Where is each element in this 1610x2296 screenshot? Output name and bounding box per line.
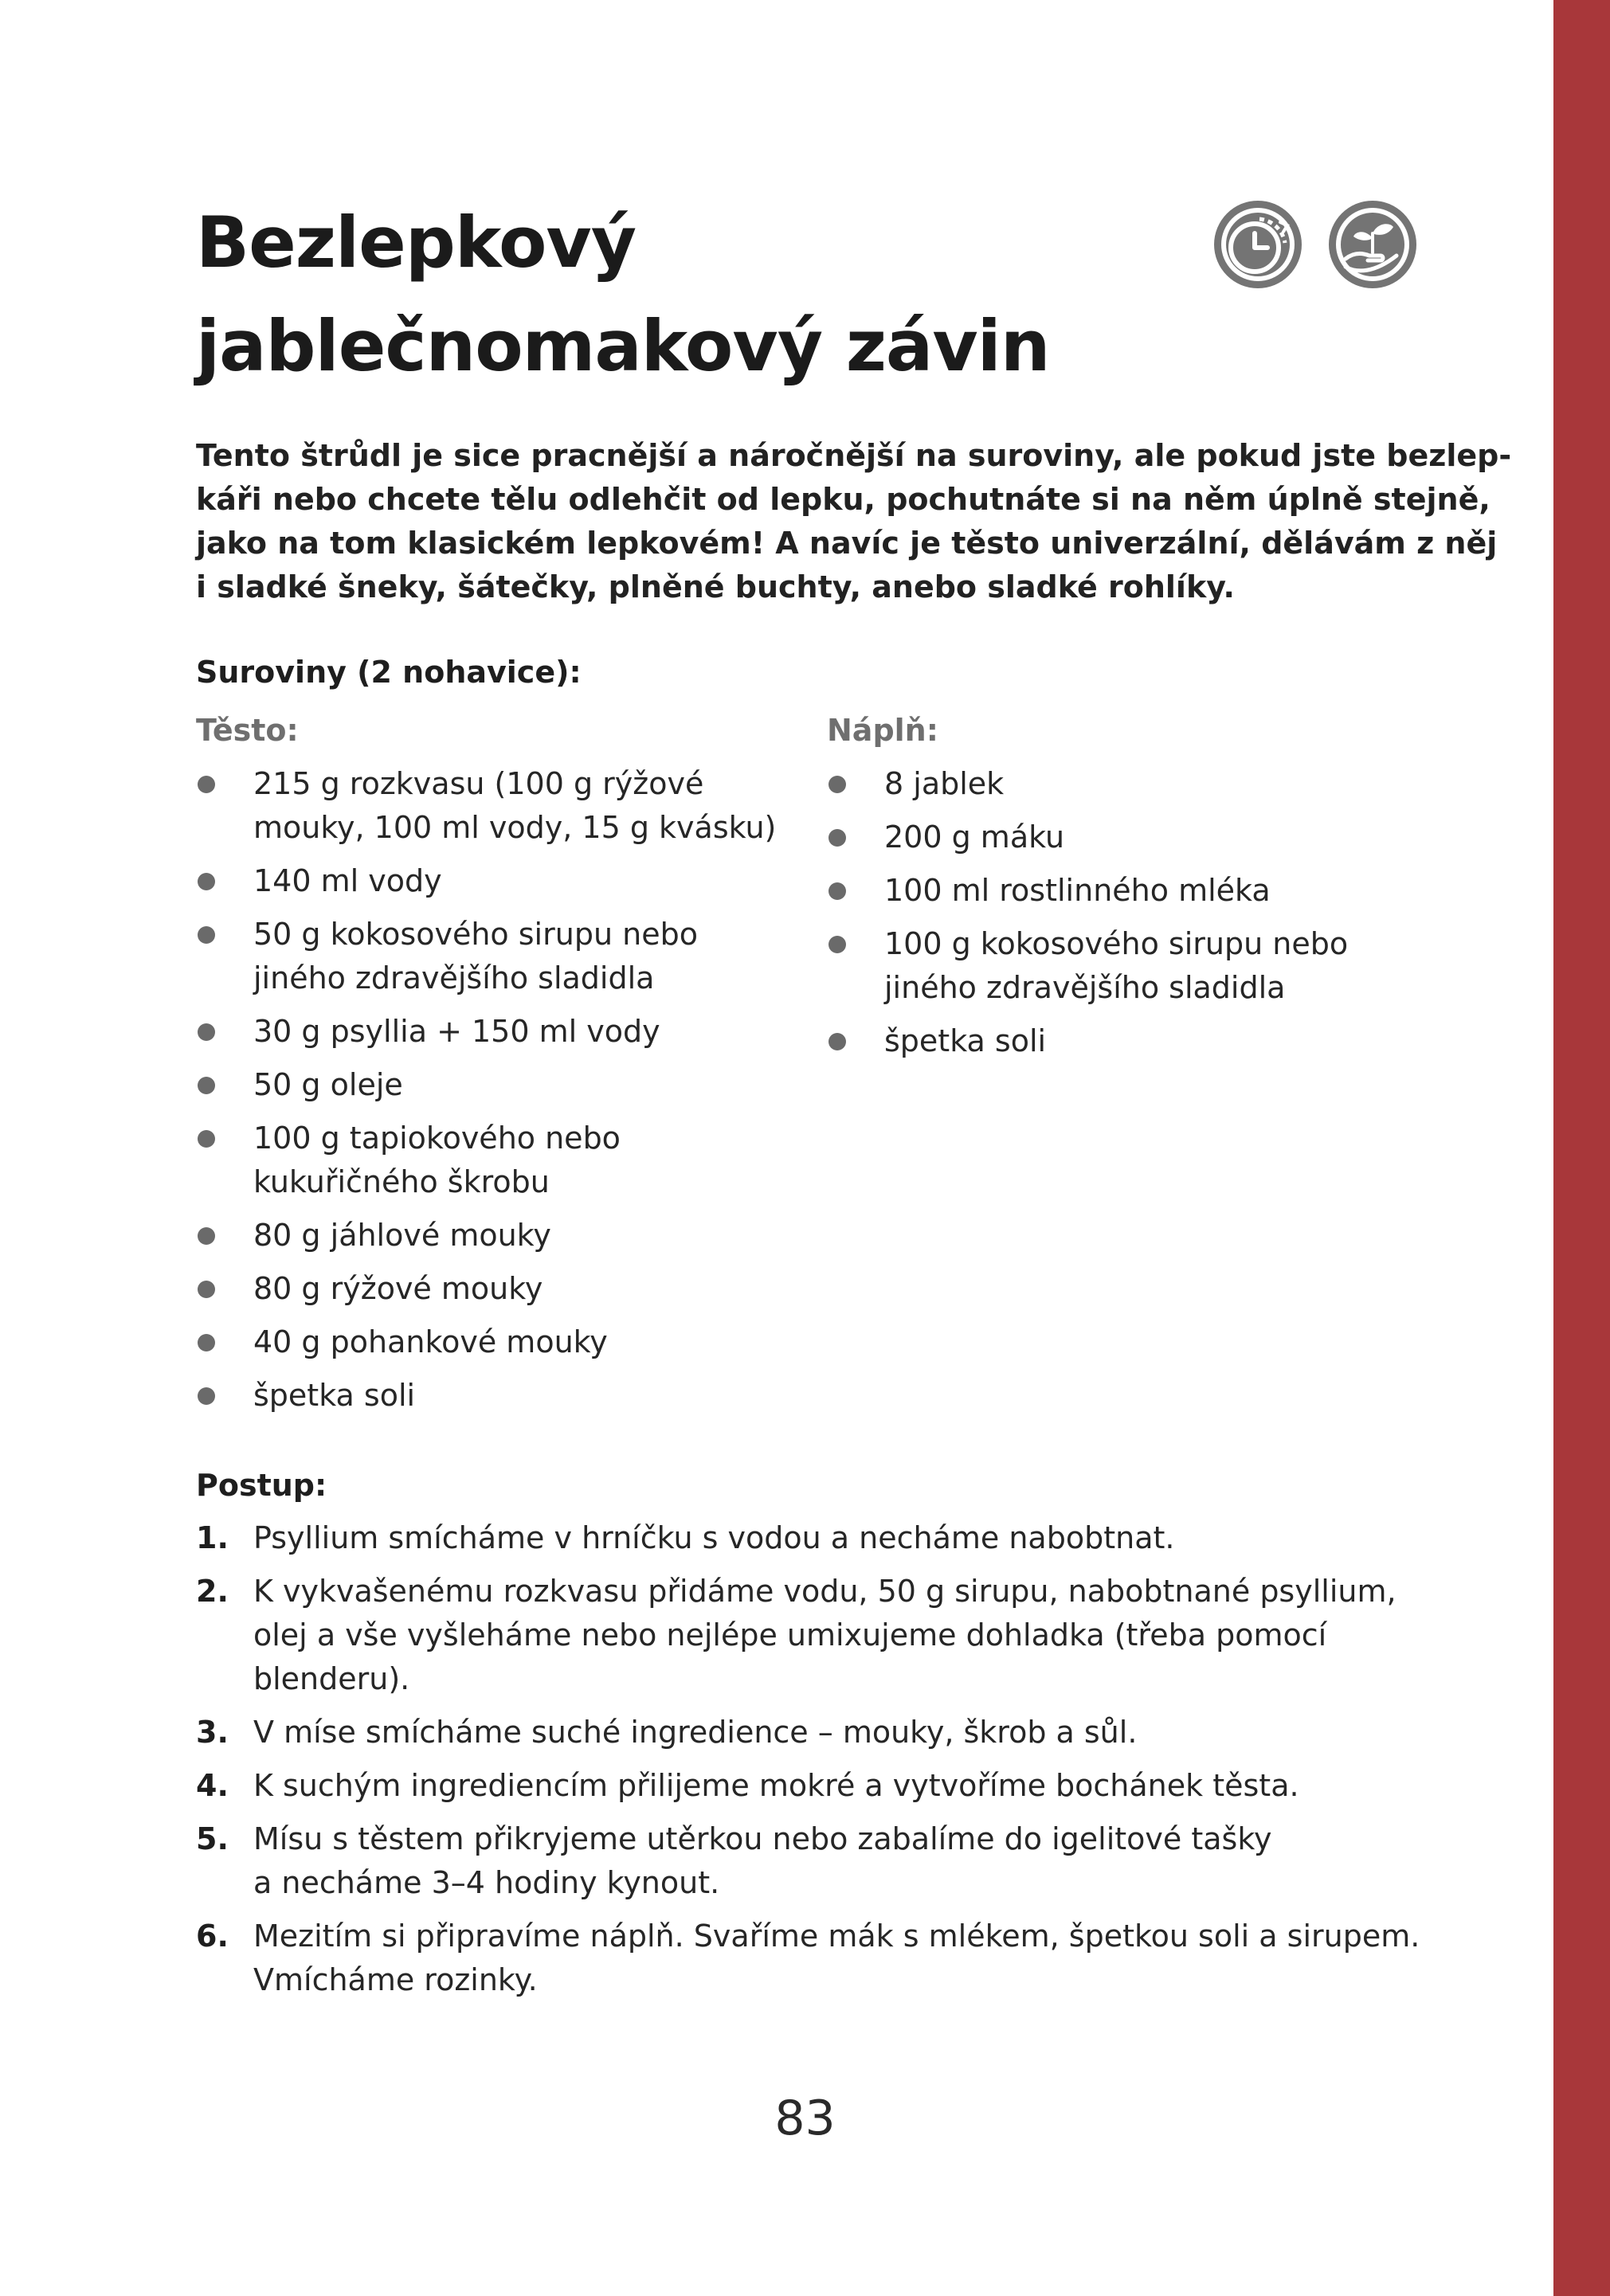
recipe-badges bbox=[1210, 197, 1420, 292]
step-text: Mísu s těstem přikryjeme utěrkou nebo zabalíme do igelitové tašky bbox=[253, 1821, 1272, 1856]
ingredient-text: kukuřičného škrobu bbox=[253, 1164, 550, 1199]
step-item bbox=[196, 1711, 1502, 1754]
ingredient-text: 50 g oleje bbox=[253, 1067, 403, 1102]
step-text: Psyllium smícháme v hrníčku s vodou a necháme nabobtnat. bbox=[253, 1520, 1175, 1555]
dough-heading: Těsto: bbox=[196, 713, 299, 748]
bullet-icon bbox=[198, 926, 215, 944]
ingredient-item bbox=[196, 1214, 801, 1258]
ingredient-text: 140 ml vody bbox=[253, 863, 442, 898]
ingredient-text: jiného zdravějšího sladidla bbox=[884, 970, 1286, 1005]
step-text: V míse smícháme suché ingredience – mouky, škrob a sůl. bbox=[253, 1715, 1138, 1750]
side-color-bar bbox=[1553, 0, 1610, 2296]
title-line: Bezlepkový bbox=[196, 201, 637, 284]
bullet-icon bbox=[829, 882, 846, 900]
step-number: 3. bbox=[196, 1715, 229, 1750]
step-text: Vmícháme rozinky. bbox=[253, 1962, 538, 1997]
step-text: Mezitím si připravíme náplň. Svaříme mák s mlékem, špetkou soli a sirupem. bbox=[253, 1919, 1420, 1954]
title-line: jablečnomakový závin bbox=[196, 305, 1050, 387]
ingredient-item bbox=[827, 762, 1448, 806]
ingredient-text: 80 g rýžové mouky bbox=[253, 1271, 543, 1306]
intro-line: Tento štrůdl je sice pracnější a náročnější na suroviny, ale pokud jste bezlep- bbox=[196, 438, 1512, 473]
bullet-icon bbox=[829, 776, 846, 793]
step-number: 2. bbox=[196, 1574, 229, 1609]
bullet-icon bbox=[198, 776, 215, 793]
ingredient-text: 8 jablek bbox=[884, 766, 1005, 801]
step-text: a necháme 3–4 hodiny kynout. bbox=[253, 1865, 720, 1900]
ingredient-item bbox=[196, 1320, 801, 1364]
bullet-icon bbox=[198, 1130, 215, 1148]
bullet-icon bbox=[198, 1281, 215, 1298]
ingredient-text: špetka soli bbox=[253, 1378, 416, 1413]
ingredient-text: špetka soli bbox=[884, 1023, 1047, 1058]
ingredient-item bbox=[196, 762, 801, 850]
ingredient-text: 100 g kokosového sirupu nebo bbox=[884, 926, 1349, 961]
bullet-icon bbox=[198, 873, 215, 890]
bullet-icon bbox=[198, 1077, 215, 1094]
filling-heading: Náplň: bbox=[827, 713, 938, 748]
ingredient-text: 100 g tapiokového nebo bbox=[253, 1121, 621, 1156]
recipe-title bbox=[196, 191, 1050, 398]
ingredient-text: 215 g rozkvasu (100 g rýžové bbox=[253, 766, 704, 801]
bullet-icon bbox=[829, 1033, 846, 1050]
ingredient-item bbox=[196, 913, 801, 1000]
bullet-icon bbox=[198, 1334, 215, 1351]
bullet-icon bbox=[829, 829, 846, 847]
ingredient-text: mouky, 100 ml vody, 15 g kvásku) bbox=[253, 810, 777, 845]
step-number: 4. bbox=[196, 1768, 229, 1803]
ingredient-item bbox=[827, 922, 1448, 1010]
step-number: 5. bbox=[196, 1821, 229, 1856]
ingredient-item bbox=[196, 1010, 801, 1054]
ingredient-text: jiného zdravějšího sladidla bbox=[253, 960, 655, 995]
step-number: 1. bbox=[196, 1520, 229, 1555]
step-item bbox=[196, 1570, 1502, 1701]
step-text: K suchým ingrediencím přilijeme mokré a vytvoříme bochánek těsta. bbox=[253, 1768, 1299, 1803]
ingredient-item bbox=[827, 816, 1448, 859]
ingredient-text: 200 g máku bbox=[884, 819, 1065, 855]
bullet-icon bbox=[198, 1023, 215, 1041]
step-item bbox=[196, 1764, 1502, 1808]
method-steps bbox=[196, 1516, 1502, 2012]
dough-ingredient-list bbox=[196, 762, 801, 1427]
ingredient-item bbox=[196, 1063, 801, 1107]
step-text: olej a vše vyšleháme nebo nejlépe umixujeme dohladka (třeba pomocí bbox=[253, 1617, 1327, 1653]
bullet-icon bbox=[198, 1387, 215, 1405]
filling-ingredient-list bbox=[827, 762, 1448, 1073]
ingredient-item bbox=[196, 1267, 801, 1311]
step-item bbox=[196, 1915, 1502, 2002]
bullet-icon bbox=[198, 1227, 215, 1245]
ingredient-text: 30 g psyllia + 150 ml vody bbox=[253, 1014, 660, 1049]
intro-line: jako na tom klasickém lepkovém! A navíc je těsto univerzální, dělávám z něj bbox=[196, 526, 1498, 561]
time-clock-icon bbox=[1210, 197, 1306, 292]
ingredient-item bbox=[827, 869, 1448, 913]
intro-line: káři nebo chcete tělu odlehčit od lepku, pochutnáte si na něm úplně stejně, bbox=[196, 482, 1491, 517]
ingredient-text: 50 g kokosového sirupu nebo bbox=[253, 917, 698, 952]
step-text: blenderu). bbox=[253, 1661, 410, 1696]
method-heading: Postup: bbox=[196, 1468, 327, 1503]
ingredient-text: 100 ml rostlinného mléka bbox=[884, 873, 1271, 908]
ingredient-text: 40 g pohankové mouky bbox=[253, 1324, 608, 1359]
ingredient-item bbox=[196, 859, 801, 903]
ingredient-text: 80 g jáhlové mouky bbox=[253, 1218, 551, 1253]
bullet-icon bbox=[829, 936, 846, 953]
intro-paragraph bbox=[196, 434, 1512, 609]
ingredient-item bbox=[196, 1374, 801, 1418]
intro-line: i sladké šneky, šátečky, plněné buchty, anebo sladké rohlíky. bbox=[196, 569, 1235, 604]
step-item bbox=[196, 1817, 1502, 1905]
step-item bbox=[196, 1516, 1502, 1560]
step-number: 6. bbox=[196, 1919, 229, 1954]
ingredient-item bbox=[827, 1019, 1448, 1063]
plant-in-hand-icon bbox=[1325, 197, 1420, 292]
page-number: 83 bbox=[774, 2091, 836, 2146]
ingredients-heading: Suroviny (2 nohavice): bbox=[196, 655, 582, 690]
step-text: K vykvašenému rozkvasu přidáme vodu, 50 g sirupu, nabobtnané psyllium, bbox=[253, 1574, 1397, 1609]
ingredient-item bbox=[196, 1117, 801, 1204]
